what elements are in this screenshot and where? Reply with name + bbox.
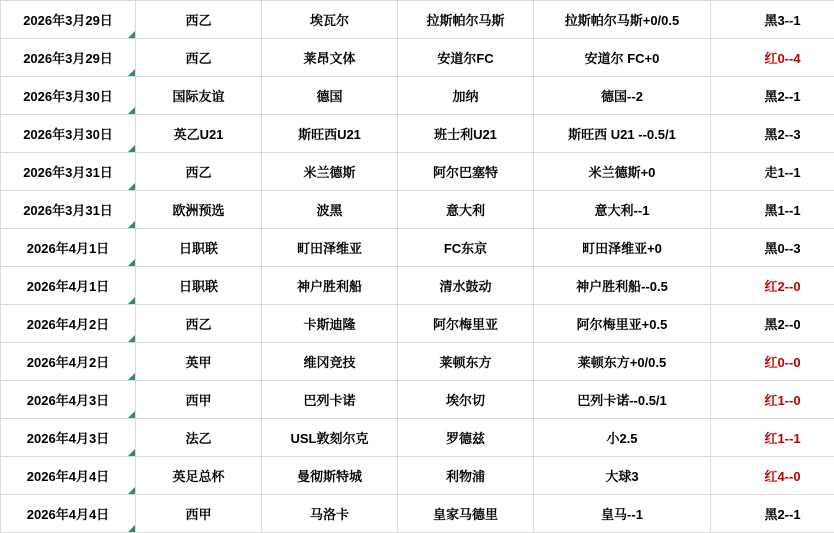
away-team-cell: 阿尔巴塞特: [398, 153, 534, 191]
table-row: [1, 77, 834, 115]
match-date-cell: 2026年3月29日: [1, 39, 136, 77]
match-date-cell: 2026年3月29日: [1, 1, 136, 39]
away-team-cell: 莱顿东方: [398, 343, 534, 381]
match-date-cell: 2026年3月30日: [1, 77, 136, 115]
league-cell: 西乙: [136, 153, 262, 191]
home-team-cell: 卡斯迪隆: [262, 305, 398, 343]
result-cell: 红2--0: [711, 267, 834, 305]
league-cell: 英足总杯: [136, 457, 262, 495]
home-team-cell: USL敦刻尔克: [262, 419, 398, 457]
home-team-cell: 马洛卡: [262, 495, 398, 533]
home-team-cell: 埃瓦尔: [262, 1, 398, 39]
home-team-cell: 波黑: [262, 191, 398, 229]
match-date-cell: 2026年4月1日: [1, 267, 136, 305]
away-team-cell: 清水鼓动: [398, 267, 534, 305]
away-team-cell: 皇家马德里: [398, 495, 534, 533]
result-cell: 黑2--1: [711, 77, 834, 115]
pick-cell: 意大利--1: [534, 191, 711, 229]
table-row: [1, 153, 834, 191]
result-cell: 走1--1: [711, 153, 834, 191]
home-team-cell: 维冈竞技: [262, 343, 398, 381]
result-cell: 红1--1: [711, 419, 834, 457]
match-date-cell: 2026年4月1日: [1, 229, 136, 267]
home-team-cell: 德国: [262, 77, 398, 115]
result-cell: 黑3--1: [711, 1, 834, 39]
league-cell: 西甲: [136, 381, 262, 419]
table-row: [1, 381, 834, 419]
match-date-cell: 2026年3月31日: [1, 191, 136, 229]
away-team-cell: 安道尔FC: [398, 39, 534, 77]
home-team-cell: 神户胜利船: [262, 267, 398, 305]
home-team-cell: 斯旺西U21: [262, 115, 398, 153]
table-row: [1, 267, 834, 305]
pick-cell: 皇马--1: [534, 495, 711, 533]
league-cell: 欧洲预选: [136, 191, 262, 229]
result-cell: 黑0--3: [711, 229, 834, 267]
away-team-cell: 加纳: [398, 77, 534, 115]
table-row: [1, 457, 834, 495]
match-date-cell: 2026年4月4日: [1, 495, 136, 533]
league-cell: 法乙: [136, 419, 262, 457]
pick-cell: 巴列卡诺--0.5/1: [534, 381, 711, 419]
pick-cell: 大球3: [534, 457, 711, 495]
pick-cell: 神户胜利船--0.5: [534, 267, 711, 305]
home-team-cell: 町田泽维亚: [262, 229, 398, 267]
league-cell: 国际友谊: [136, 77, 262, 115]
table-row: [1, 305, 834, 343]
match-date-cell: 2026年4月2日: [1, 343, 136, 381]
league-cell: 英乙U21: [136, 115, 262, 153]
pick-cell: 町田泽维亚+0: [534, 229, 711, 267]
table-row: [1, 495, 834, 533]
match-date-cell: 2026年4月3日: [1, 419, 136, 457]
pick-cell: 小2.5: [534, 419, 711, 457]
table-row: [1, 419, 834, 457]
pick-cell: 拉斯帕尔马斯+0/0.5: [534, 1, 711, 39]
pick-cell: 德国--2: [534, 77, 711, 115]
league-cell: 西乙: [136, 1, 262, 39]
pick-cell: 莱顿东方+0/0.5: [534, 343, 711, 381]
result-cell: 黑2--1: [711, 495, 834, 533]
match-date-cell: 2026年4月4日: [1, 457, 136, 495]
result-cell: 黑2--3: [711, 115, 834, 153]
table-row: [1, 229, 834, 267]
league-cell: 西乙: [136, 39, 262, 77]
result-cell: 红4--0: [711, 457, 834, 495]
away-team-cell: 阿尔梅里亚: [398, 305, 534, 343]
away-team-cell: FC东京: [398, 229, 534, 267]
result-cell: 红0--0: [711, 343, 834, 381]
result-cell: 黑1--1: [711, 191, 834, 229]
home-team-cell: 巴列卡诺: [262, 381, 398, 419]
home-team-cell: 曼彻斯特城: [262, 457, 398, 495]
match-date-cell: 2026年3月30日: [1, 115, 136, 153]
away-team-cell: 拉斯帕尔马斯: [398, 1, 534, 39]
league-cell: 西甲: [136, 495, 262, 533]
league-cell: 日职联: [136, 229, 262, 267]
league-cell: 英甲: [136, 343, 262, 381]
match-date-cell: 2026年3月31日: [1, 153, 136, 191]
result-cell: 黑2--0: [711, 305, 834, 343]
away-team-cell: 利物浦: [398, 457, 534, 495]
away-team-cell: 班士利U21: [398, 115, 534, 153]
table-row: [1, 1, 834, 39]
pick-cell: 米兰德斯+0: [534, 153, 711, 191]
away-team-cell: 意大利: [398, 191, 534, 229]
table-row: [1, 343, 834, 381]
pick-cell: 斯旺西 U21 --0.5/1: [534, 115, 711, 153]
league-cell: 西乙: [136, 305, 262, 343]
pick-cell: 安道尔 FC+0: [534, 39, 711, 77]
match-date-cell: 2026年4月2日: [1, 305, 136, 343]
away-team-cell: 埃尔切: [398, 381, 534, 419]
pick-cell: 阿尔梅里亚+0.5: [534, 305, 711, 343]
table-row: [1, 115, 834, 153]
match-date-cell: 2026年4月3日: [1, 381, 136, 419]
home-team-cell: 米兰德斯: [262, 153, 398, 191]
table-row: [1, 39, 834, 77]
away-team-cell: 罗德兹: [398, 419, 534, 457]
league-cell: 日职联: [136, 267, 262, 305]
table-body: [1, 1, 834, 533]
home-team-cell: 莱昂文体: [262, 39, 398, 77]
result-cell: 红0--4: [711, 39, 834, 77]
result-cell: 红1--0: [711, 381, 834, 419]
table-row: [1, 191, 834, 229]
